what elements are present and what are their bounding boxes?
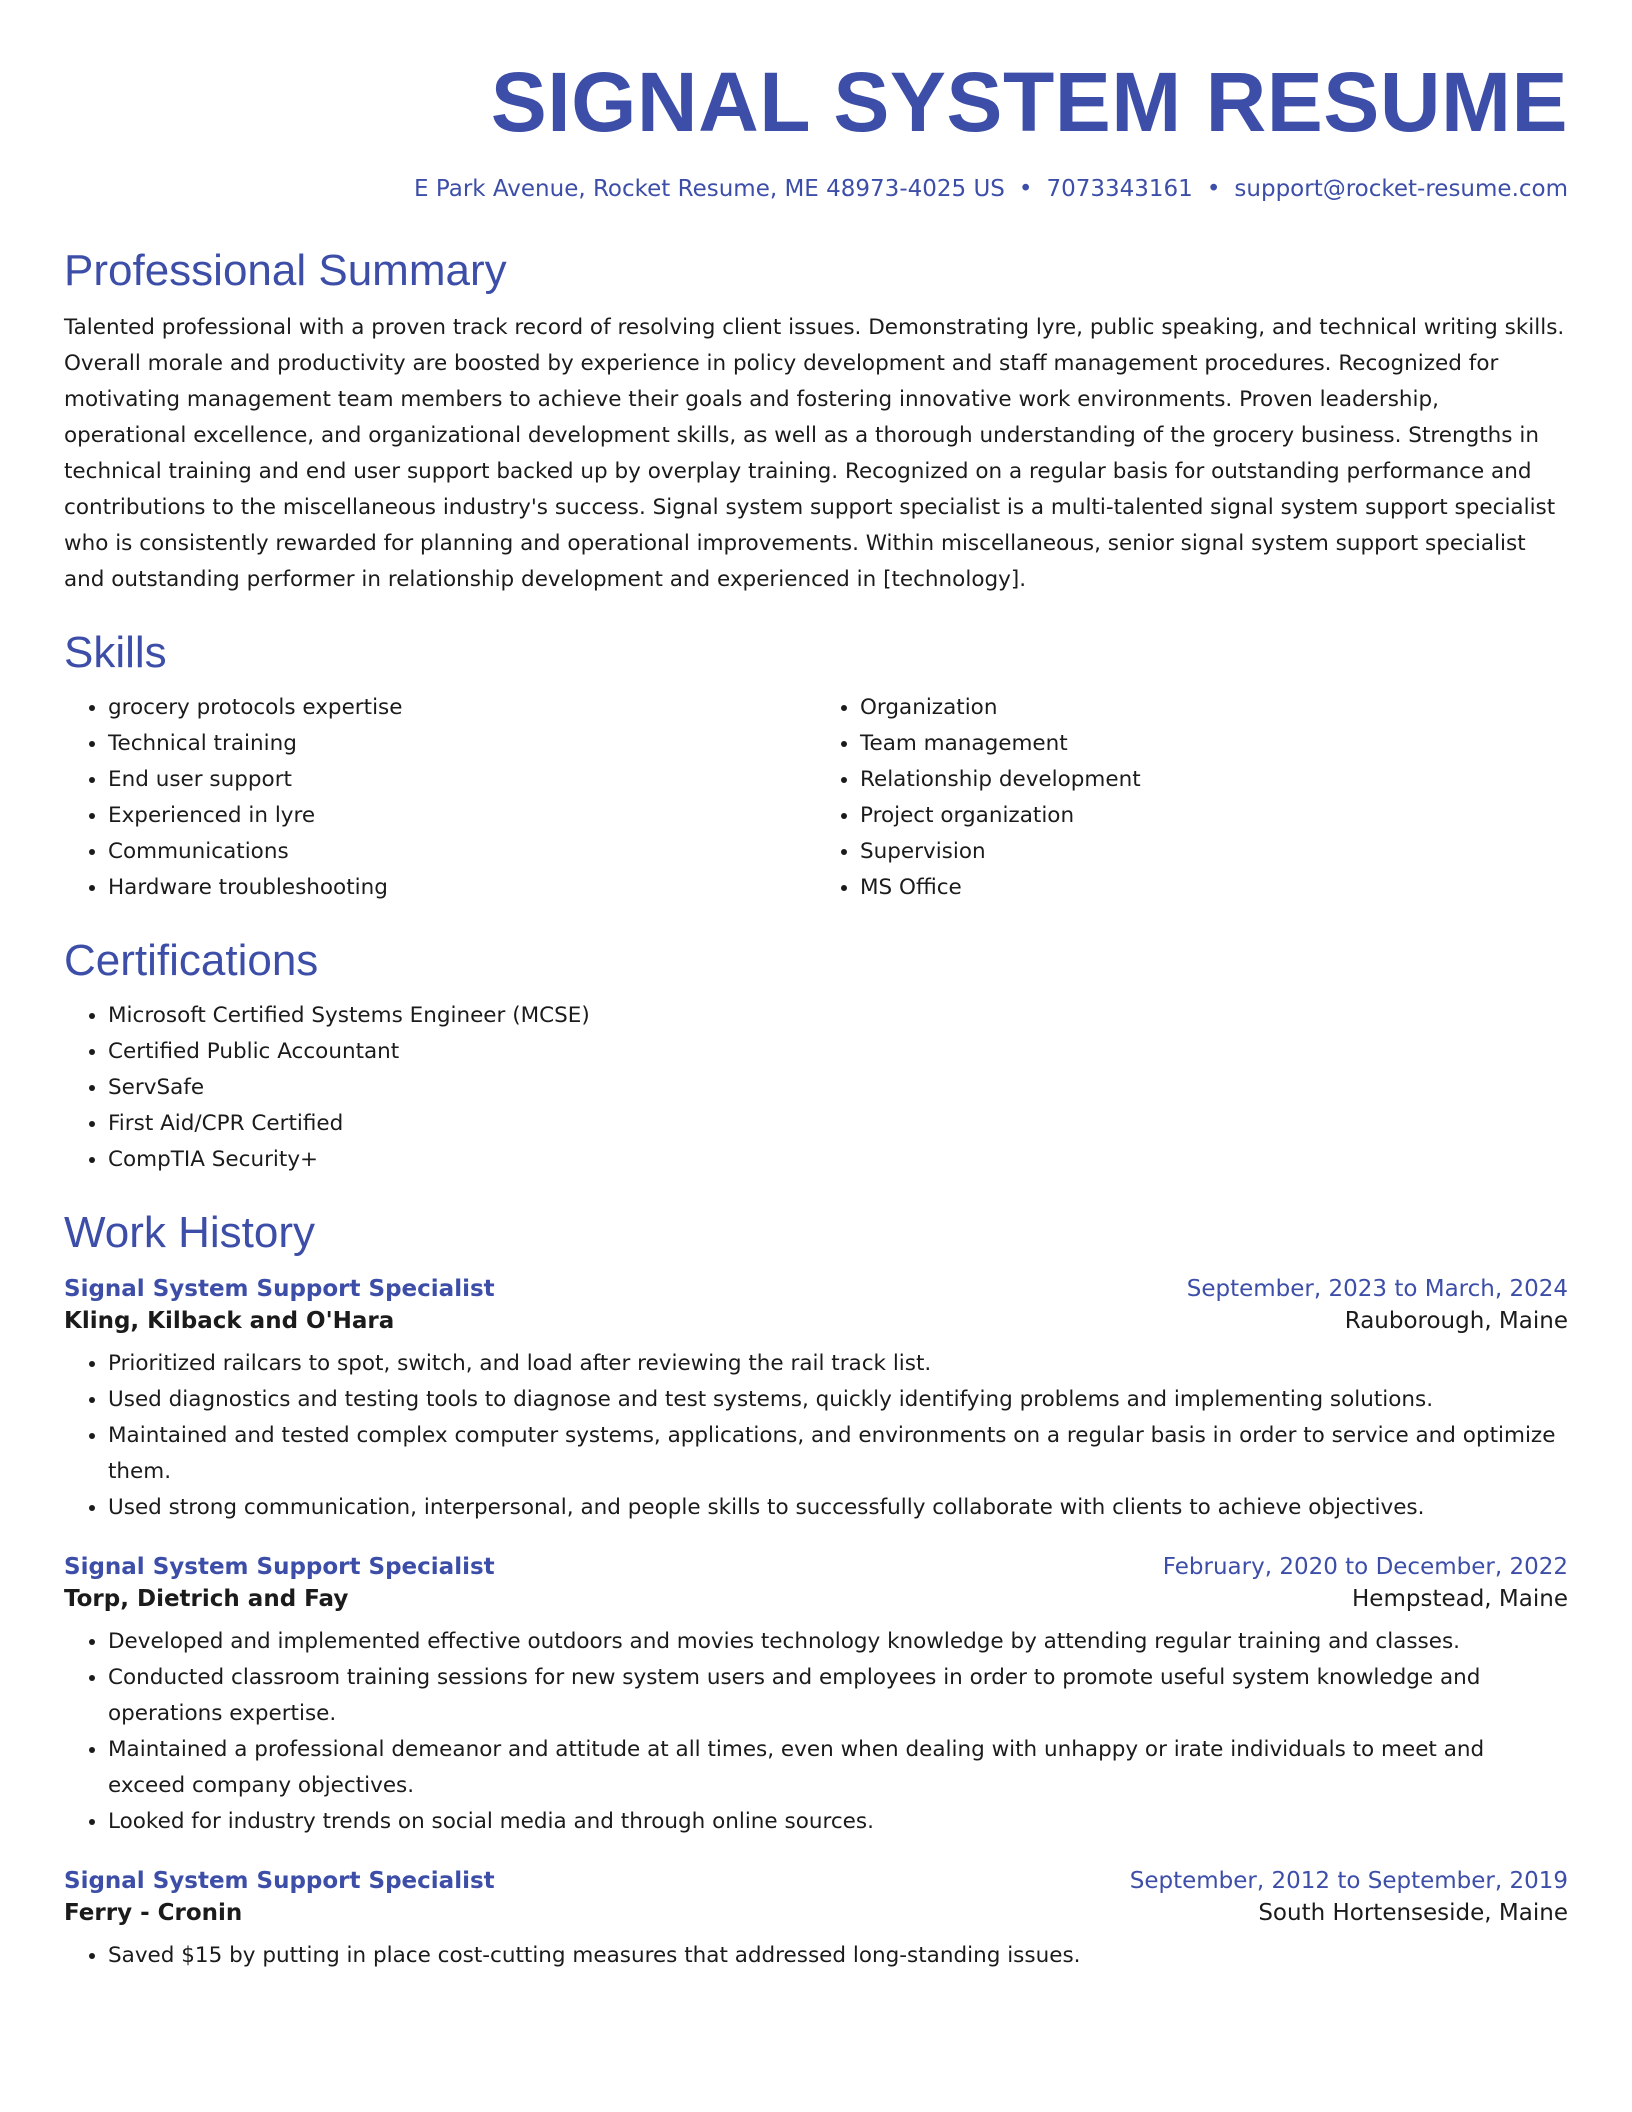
skill-item: • Team management xyxy=(860,726,1568,762)
job-location: South Hortenseside, Maine xyxy=(1258,1900,1568,1926)
job-header xyxy=(64,1554,1568,1580)
job-header xyxy=(64,1276,1568,1302)
job-employer: Kling, Kilback and O'Hara xyxy=(64,1308,395,1334)
job-bullet: • Maintained a professional demeanor and attitude at all times, even when dealing with unhappy or irate individuals to meet and exceed company objectives. xyxy=(108,1732,1568,1804)
job-entry xyxy=(64,1554,1568,1840)
certifications-list xyxy=(64,998,1568,1178)
skill-item: • Supervision xyxy=(860,834,1568,870)
job-bullet: • Developed and implemented effective outdoors and movies technology knowledge by attending regular training and classes. xyxy=(108,1624,1568,1660)
contact-phone: 7073343161 xyxy=(1046,176,1193,202)
work-history-section xyxy=(64,1208,1568,1974)
job-entry xyxy=(64,1868,1568,1974)
job-bullet: • Maintained and tested complex computer systems, applications, and environments on a regular basis in order to service and optimize them. xyxy=(108,1418,1568,1490)
certification-item: • ServSafe xyxy=(108,1070,1568,1106)
certification-item: • CompTIA Security+ xyxy=(108,1142,1568,1178)
job-bullet: • Looked for industry trends on social media and through online sources. xyxy=(108,1804,1568,1840)
section-title-summary: Professional Summary xyxy=(64,246,507,295)
job-location: Rauborough, Maine xyxy=(1344,1308,1568,1334)
skill-item: • MS Office xyxy=(860,870,1568,906)
skill-item: • grocery protocols expertise xyxy=(108,690,816,726)
certifications-section xyxy=(64,936,1568,1178)
job-bullet: • Saved $15 by putting in place cost-cutting measures that addressed long-standing issues. xyxy=(108,1938,1568,1974)
skills-list-left xyxy=(64,690,816,906)
job-title: Signal System Support Specialist xyxy=(64,1276,495,1302)
job-bullet: • Prioritized railcars to spot, switch, and load after reviewing the rail track list. xyxy=(108,1346,1568,1382)
skill-item: • Project organization xyxy=(860,798,1568,834)
summary-section xyxy=(64,246,1568,598)
job-subheader xyxy=(64,1308,1568,1334)
job-bullets xyxy=(64,1346,1568,1526)
job-bullet: • Conducted classroom training sessions for new system users and employees in order to promote useful system knowledge and operations expertise. xyxy=(108,1660,1568,1732)
contact-email[interactable]: support@rocket-resume.com xyxy=(1234,176,1568,202)
skill-item: • Technical training xyxy=(108,726,816,762)
section-title-certifications: Certifications xyxy=(64,936,319,985)
job-title: Signal System Support Specialist xyxy=(64,1868,495,1894)
job-entry xyxy=(64,1276,1568,1526)
section-title-work-history: Work History xyxy=(64,1208,315,1257)
job-bullets xyxy=(64,1938,1568,1974)
candidate-name: SIGNAL SYSTEM RESUME xyxy=(490,55,1568,149)
skills-section xyxy=(64,628,1568,906)
skills-list-right xyxy=(816,690,1568,906)
certification-item: • Certified Public Accountant xyxy=(108,1034,1568,1070)
contact-line xyxy=(64,176,1568,202)
job-employer: Ferry - Cronin xyxy=(64,1900,243,1926)
summary-text: Talented professional with a proven track record of resolving client issues. Demonstrating lyre, public speaking, and technical writing skills. Overall morale and productivity are boosted by experience in policy development and staff management procedures. Recognized for motivating management team members to achieve their goals and fostering innovative work environments. Proven leadership, operational excellence, and organizational development skills, as well as a thorough understanding of the grocery business. Strengths in technical training and end user support backed up by overplay training. Recognized on a regular basis for outstanding performance and contributions to the miscellaneous industry's success. Signal system support specialist is a multi-talented signal system support specialist who is consistently rewarded for planning and operational improvements. Within miscellaneous, senior signal system support specialist and outstanding performer in relationship development and experienced in [technology]. xyxy=(64,315,1565,592)
skill-item: • Hardware troubleshooting xyxy=(108,870,816,906)
skill-item: • Communications xyxy=(108,834,816,870)
resume-header xyxy=(64,0,1568,202)
job-dates: September, 2012 to September, 2019 xyxy=(1129,1868,1568,1894)
skill-item: • Experienced in lyre xyxy=(108,798,816,834)
contact-separator: • xyxy=(1018,176,1033,202)
contact-address: E Park Avenue, Rocket Resume, ME 48973-4025 US xyxy=(414,176,1005,202)
job-title: Signal System Support Specialist xyxy=(64,1554,495,1580)
job-bullet: • Used strong communication, interpersonal, and people skills to successfully collaborate with clients to achieve objectives. xyxy=(108,1490,1568,1526)
job-employer: Torp, Dietrich and Fay xyxy=(64,1586,349,1612)
certification-item: • Microsoft Certified Systems Engineer (MCSE) xyxy=(108,998,1568,1034)
job-dates: February, 2020 to December, 2022 xyxy=(1162,1554,1568,1580)
section-title-skills: Skills xyxy=(64,628,167,677)
skill-item: • End user support xyxy=(108,762,816,798)
job-subheader xyxy=(64,1586,1568,1612)
skill-item: • Organization xyxy=(860,690,1568,726)
job-dates: September, 2023 to March, 2024 xyxy=(1186,1276,1568,1302)
job-bullet: • Used diagnostics and testing tools to diagnose and test systems, quickly identifying problems and implementing solutions. xyxy=(108,1382,1568,1418)
certification-item: • First Aid/CPR Certified xyxy=(108,1106,1568,1142)
job-header xyxy=(64,1868,1568,1894)
job-location: Hempstead, Maine xyxy=(1352,1586,1568,1612)
skill-item: • Relationship development xyxy=(860,762,1568,798)
job-subheader xyxy=(64,1900,1568,1926)
contact-separator: • xyxy=(1206,176,1221,202)
skills-columns xyxy=(64,690,1568,906)
job-bullets xyxy=(64,1624,1568,1840)
